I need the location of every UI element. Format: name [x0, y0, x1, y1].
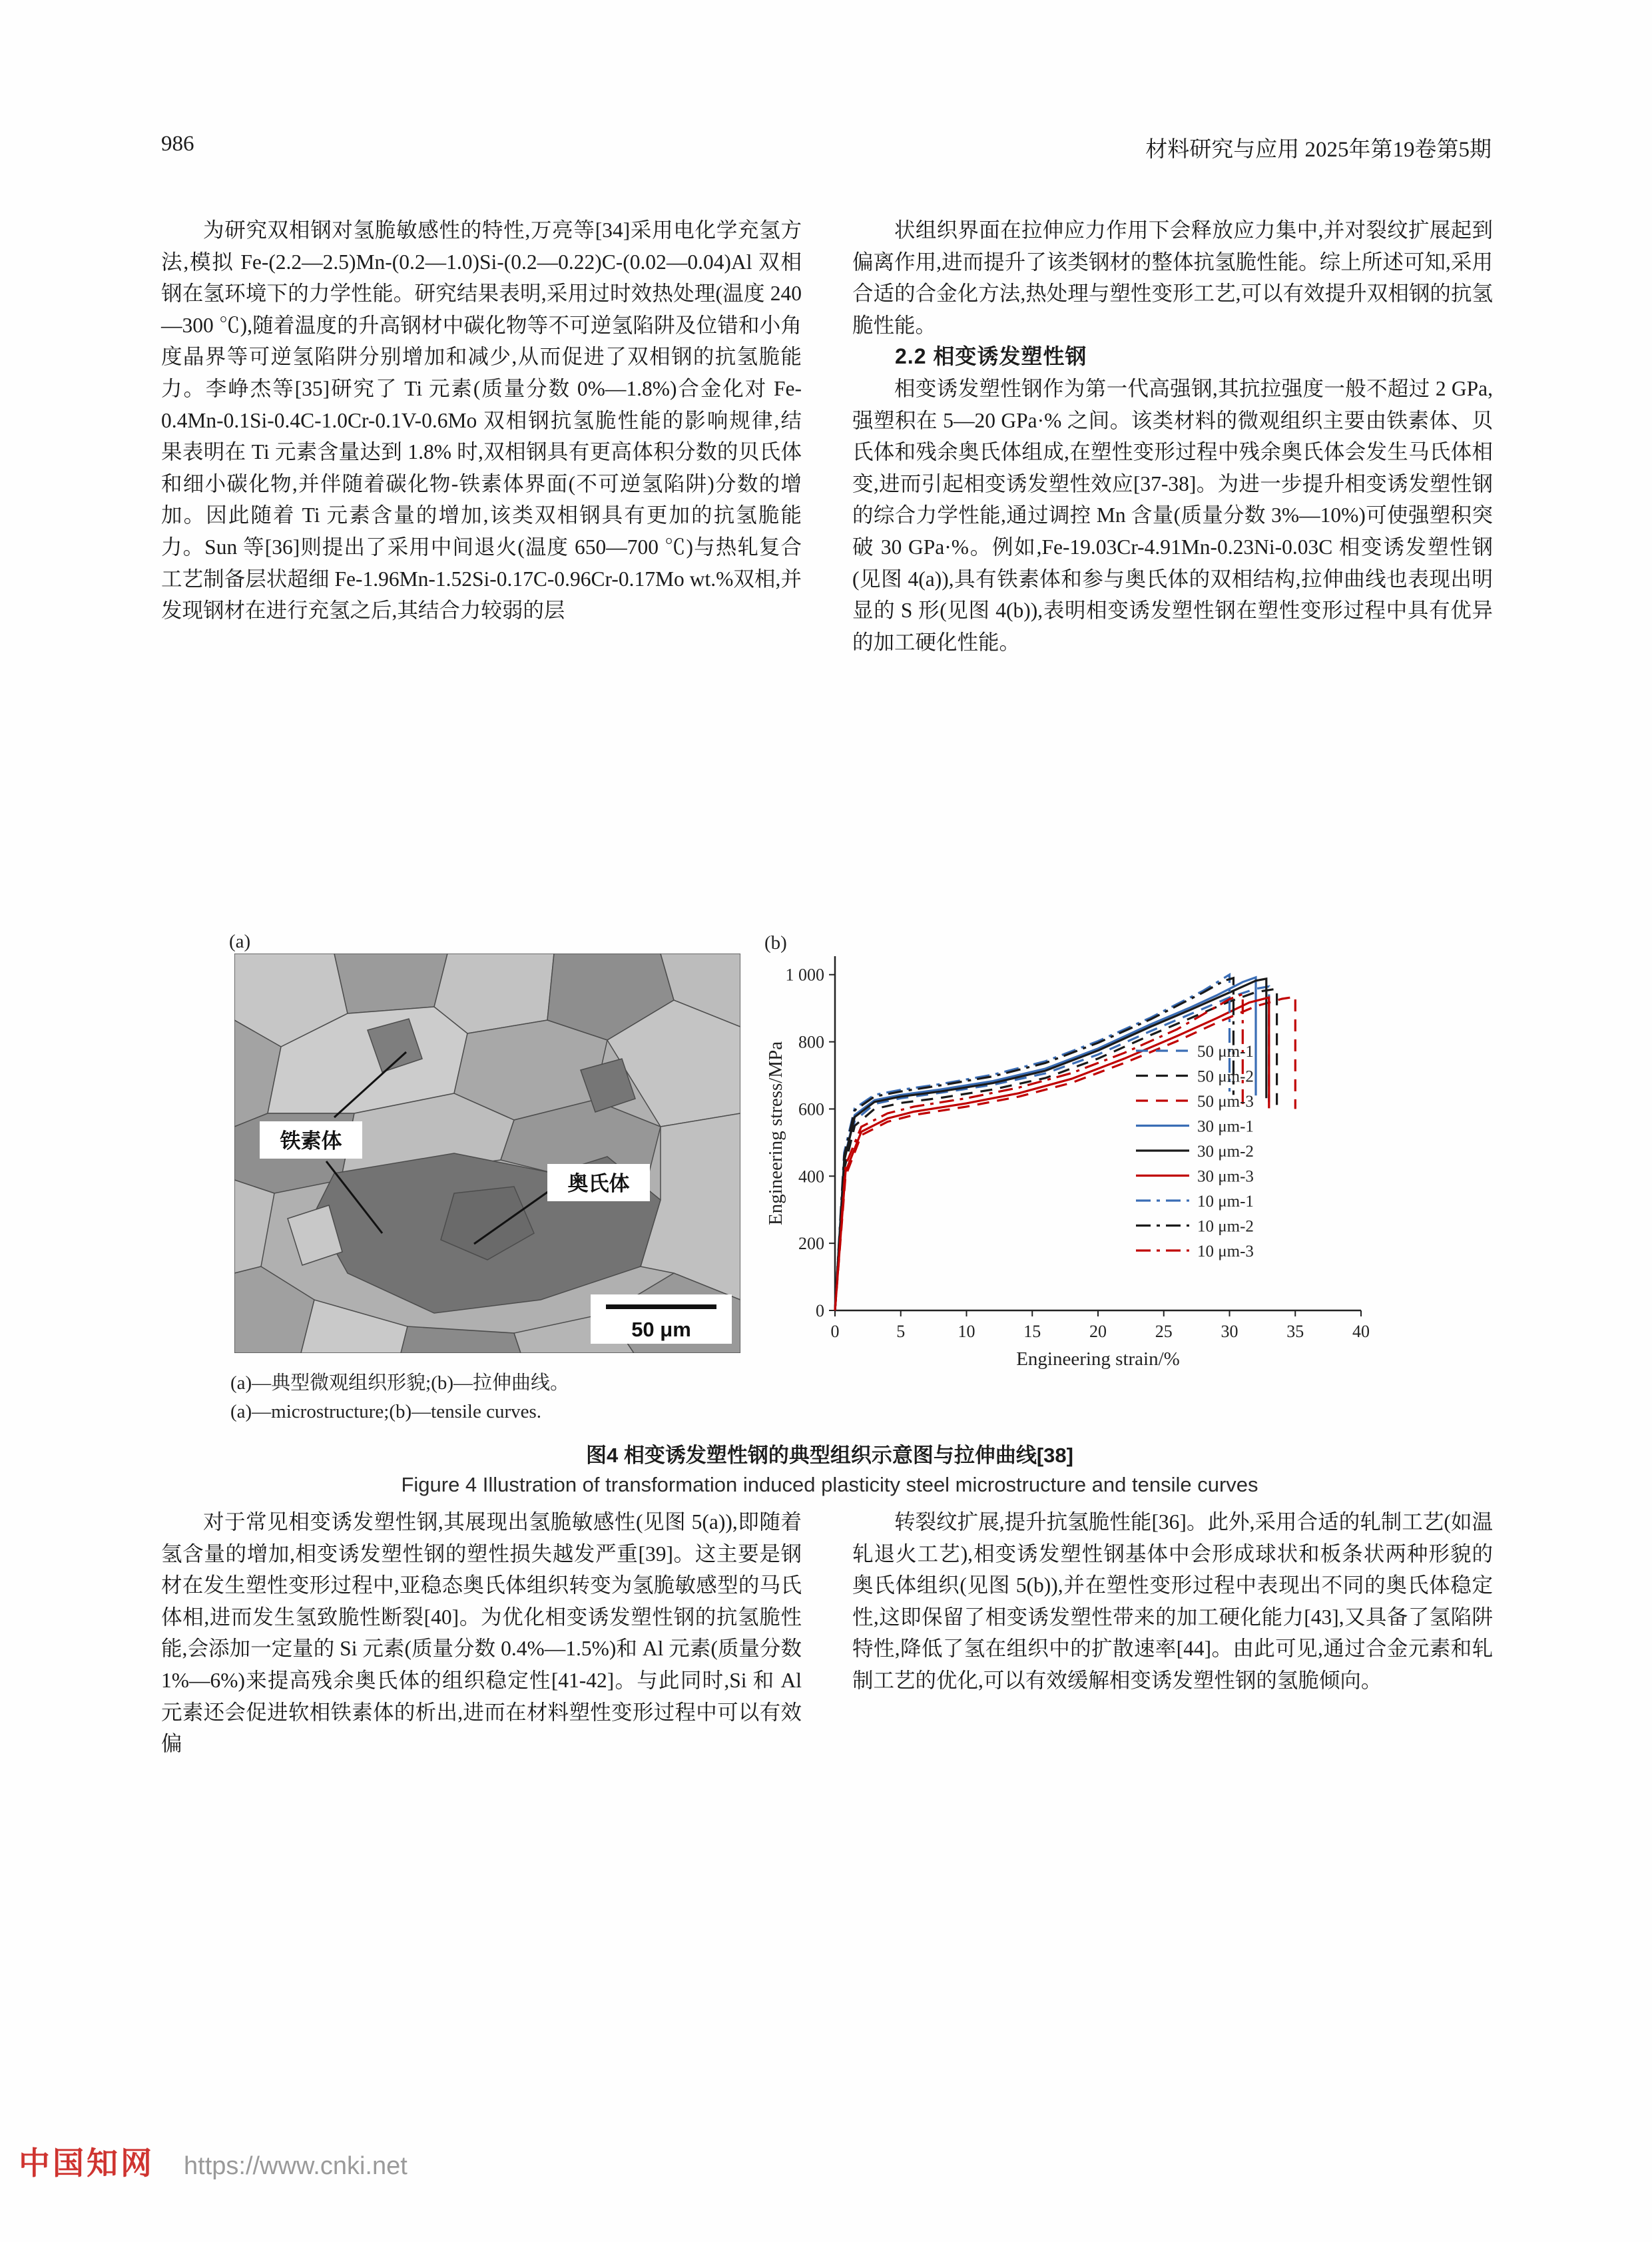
micrograph-panel	[234, 954, 740, 1353]
x-tick-label: 40	[1352, 1322, 1370, 1341]
tensile-curves-chart	[760, 936, 1400, 1372]
y-tick-label: 1 000	[785, 965, 824, 985]
x-tick-label: 0	[830, 1322, 840, 1341]
caption-sub-en: (a)—microstructure;(b)—tensile curves.	[230, 1401, 542, 1422]
legend-label: 50 μm-3	[1197, 1093, 1254, 1111]
x-tick-label: 15	[1023, 1322, 1041, 1341]
y-tick-label: 600	[798, 1099, 824, 1119]
page-number: 986	[161, 132, 194, 156]
x-tick-label: 35	[1286, 1322, 1304, 1341]
x-tick-label: 5	[896, 1322, 906, 1341]
top-text-block	[161, 214, 1493, 658]
legend-label: 10 μm-1	[1197, 1193, 1254, 1211]
legend-label: 30 μm-3	[1197, 1167, 1254, 1186]
figure-4	[220, 931, 1440, 1510]
page-header	[161, 132, 1492, 163]
page-footer	[19, 2139, 408, 2183]
tensile-chart-panel	[760, 936, 1400, 1372]
legend-label: 10 μm-3	[1197, 1243, 1254, 1261]
panel-b-label: (b)	[764, 932, 787, 954]
x-axis-label: Engineering strain/%	[1016, 1348, 1180, 1370]
austenite-label: 奥氏体	[567, 1172, 630, 1195]
legend-label: 10 μm-2	[1197, 1217, 1254, 1236]
scale-bar	[591, 1294, 732, 1344]
left-column-top	[161, 214, 802, 658]
caption-sub-cn: (a)—典型微观组织形貌;(b)—拉伸曲线。	[230, 1372, 570, 1394]
series-10 μm-3	[835, 994, 1242, 1310]
cnki-url-link[interactable]: https://www.cnki.net	[184, 2152, 408, 2180]
x-tick-label: 25	[1155, 1322, 1173, 1341]
section-heading-2-2: 2.2 相变诱发塑性钢	[895, 344, 1087, 369]
legend-label: 30 μm-1	[1197, 1117, 1254, 1136]
legend-label: 50 μm-1	[1197, 1043, 1254, 1061]
y-tick-label: 400	[798, 1167, 824, 1187]
x-tick-label: 20	[1089, 1322, 1107, 1341]
series-30 μm-1	[835, 978, 1256, 1310]
ferrite-label: 铁素体	[280, 1129, 342, 1153]
y-axis-label: Engineering stress/MPa	[765, 1041, 786, 1226]
paragraph: 状组织界面在拉伸应力作用下会释放应力集中,并对裂纹扩展起到偏离作用,进而提升了该类钢材的整体抗氢脆性能。综上所述可知,采用合适的合金化方法,热处理与塑性变形工艺,可以有效提升双相钢的抗氢脆性能。	[852, 218, 1493, 337]
right-column-top	[852, 214, 1493, 658]
x-tick-label: 10	[958, 1322, 975, 1341]
y-tick-label: 0	[816, 1301, 824, 1320]
left-column-bottom	[161, 1506, 802, 1760]
scale-bar-label: 50 μm	[631, 1318, 691, 1341]
journal-header: 材料研究与应用 2025年第19卷第5期	[1145, 138, 1492, 162]
paragraph: 相变诱发塑性钢作为第一代高强钢,其抗拉强度一般不超过 2 GPa,强塑积在 5—20 GPa·% 之间。该类材料的微观组织主要由铁素体、贝氏体和残余奥氏体组成,在塑性变形过程中残余奥氏体会发生马氏体相变,进而引起相变诱发塑性效应[37-38]。为进一步提升相变诱发塑性钢的综合力学性能,通过调控 Mn 含量(质量分数 3%—10%)可使强塑积突破 30 GPa·%。例如,Fe-19.03Cr-4.91Mn-0.23Ni-0.03C 相变诱发塑性钢(见图 4(a)),具有铁素体和参与奥氏体的双相结构,拉伸曲线也表现出明显的 S 形(见图 4(b)),表明相变诱发塑性钢在塑性变形过程中具有优异的加工硬化性能。	[852, 376, 1493, 654]
legend-label: 50 μm-2	[1197, 1067, 1254, 1086]
series-10 μm-1	[835, 975, 1230, 1310]
panel-a-label: (a)	[229, 931, 251, 952]
x-tick-label: 30	[1221, 1322, 1239, 1341]
figure-caption-cn: 图4 相变诱发塑性钢的典型组织示意图与拉伸曲线[38]	[586, 1444, 1073, 1467]
cnki-logo: 中国知网	[19, 2145, 154, 2181]
y-tick-label: 800	[798, 1032, 824, 1052]
series-10 μm-2	[835, 978, 1233, 1310]
legend-label: 30 μm-2	[1197, 1143, 1254, 1161]
microstructure-image	[234, 954, 740, 1353]
bottom-text-block	[161, 1506, 1493, 1760]
y-tick-label: 200	[798, 1234, 824, 1254]
paragraph: 对于常见相变诱发塑性钢,其展现出氢脆敏感性(见图 5(a)),即随着氢含量的增加,相变诱发塑性钢的塑性损失越发严重[39]。这主要是钢材在发生塑性变形过程中,亚稳态奥氏体组织转变为氢脆敏感型的马氏体相,进而发生氢致脆性断裂[40]。为优化相变诱发塑性钢的抗氢脆性能,会添加一定量的 Si 元素(质量分数 0.4%—1.5%)和 Al 元素(质量分数 1%—6%)来提高残余奥氏体的组织稳定性[41-42]。与此同时,Si 和 Al 元素还会促进软相铁素体的析出,进而在材料塑性变形过程中可以有效偏	[161, 1510, 802, 1756]
paragraph: 为研究双相钢对氢脆敏感性的特性,万亮等[34]采用电化学充氢方法,模拟 Fe-(2.2—2.5)Mn-(0.2—1.0)Si-(0.2—0.22)C-(0.02—0.04)Al 双相钢在氢环境下的力学性能。研究结果表明,采用过时效热处理(温度 240—300 ℃),随着温度的升高钢材中碳化物等不可逆氢陷阱及位错和小角度晶界等可逆氢陷阱分别增加和减少,从而促进了双相钢的抗氢脆能力。李峥杰等[35]研究了 Ti 元素(质量分数 0%—1.8%)合金化对 Fe-0.4Mn-0.1Si-0.4C-1.0Cr-0.1V-0.6Mo 双相钢抗氢脆性能的影响规律,结果表明在 Ti 元素含量达到 1.8% 时,双相钢具有更高体积分数的贝氏体和细小碳化物,并伴随着碳化物-铁素体界面(不可逆氢陷阱)分数的增加。因此随着 Ti 元素含量的增加,该类双相钢具有更加的抗氢脆能力。Sun 等[36]则提出了采用中间退火(温度 650—700 ℃)与热轧复合工艺制备层状超细 Fe-1.96Mn-1.52Si-0.17C-0.96Cr-0.17Mo wt.%双相,并发现钢材在进行充氢之后,其结合力较弱的层	[161, 218, 802, 623]
figure-caption-en: Figure 4 Illustration of transformation induced plasticity steel microstructure and tensile curves	[401, 1473, 1258, 1496]
right-column-bottom	[852, 1506, 1493, 1760]
paragraph: 转裂纹扩展,提升抗氢脆性能[36]。此外,采用合适的轧制工艺(如温轧退火工艺),相变诱发塑性钢基体中会形成球状和板条状两种形貌的奥氏体组织(见图 5(b)),并在塑性变形过程中表现出不同的奥氏体稳定性,这即保留了相变诱发塑性带来的加工硬化能力[43],又具备了氢陷阱特性,降低了氢在组织中的扩散速率[44]。由此可见,通过合金元素和轧制工艺的优化,可以有效缓解相变诱发塑性钢的氢脆倾向。	[852, 1510, 1493, 1692]
